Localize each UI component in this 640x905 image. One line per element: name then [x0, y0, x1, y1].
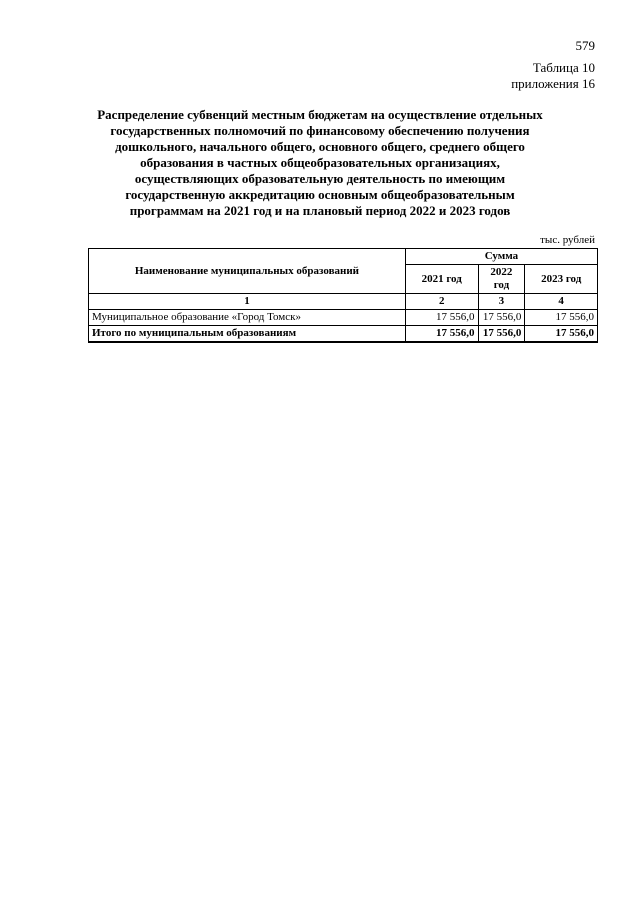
- value-2021: 17 556,0: [405, 310, 478, 326]
- column-index: 4: [525, 294, 598, 310]
- table-number: Таблица 10: [532, 60, 595, 75]
- table-header-row: [89, 249, 598, 265]
- header-year-2021: 2021 год: [405, 265, 478, 294]
- header-municipality: Наименование муниципальных образований: [89, 249, 406, 294]
- column-index: 1: [89, 294, 406, 310]
- value-2022: 17 556,0: [478, 310, 525, 326]
- appendix-number: приложения 16: [511, 76, 595, 91]
- appendix-reference: [511, 60, 595, 92]
- table-row: [89, 310, 598, 326]
- header-sum: Сумма: [405, 249, 597, 265]
- document-title: Распределение субвенций местным бюджетам на осуществление отдельных государственных полномочий по финансовому обеспечению получения дошкольного, начального общего, основного общего, среднего общего образования в частных общеобразовательных организациях, осуществляющих образовательную деятельность по имеющим государственную аккредитацию основным общеобразовательным программам на 2021 год и на плановый период 2022 и 2023 годов: [97, 107, 543, 218]
- value-2023: 17 556,0: [525, 310, 598, 326]
- total-label: Итого по муниципальным образованиям: [89, 326, 406, 343]
- total-2022: 17 556,0: [478, 326, 525, 343]
- header-year-2022: 2022 год: [478, 265, 525, 294]
- column-index: 2: [405, 294, 478, 310]
- header-year-2023: 2023 год: [525, 265, 598, 294]
- total-row: [89, 326, 598, 343]
- column-index: 3: [478, 294, 525, 310]
- total-2023: 17 556,0: [525, 326, 598, 343]
- units-label: тыс. рублей: [540, 234, 595, 246]
- total-2021: 17 556,0: [405, 326, 478, 343]
- page-number: 579: [575, 38, 595, 53]
- subvention-table: [88, 248, 598, 343]
- municipality-name: Муниципальное образование «Город Томск»: [89, 310, 406, 326]
- column-index-row: [89, 294, 598, 310]
